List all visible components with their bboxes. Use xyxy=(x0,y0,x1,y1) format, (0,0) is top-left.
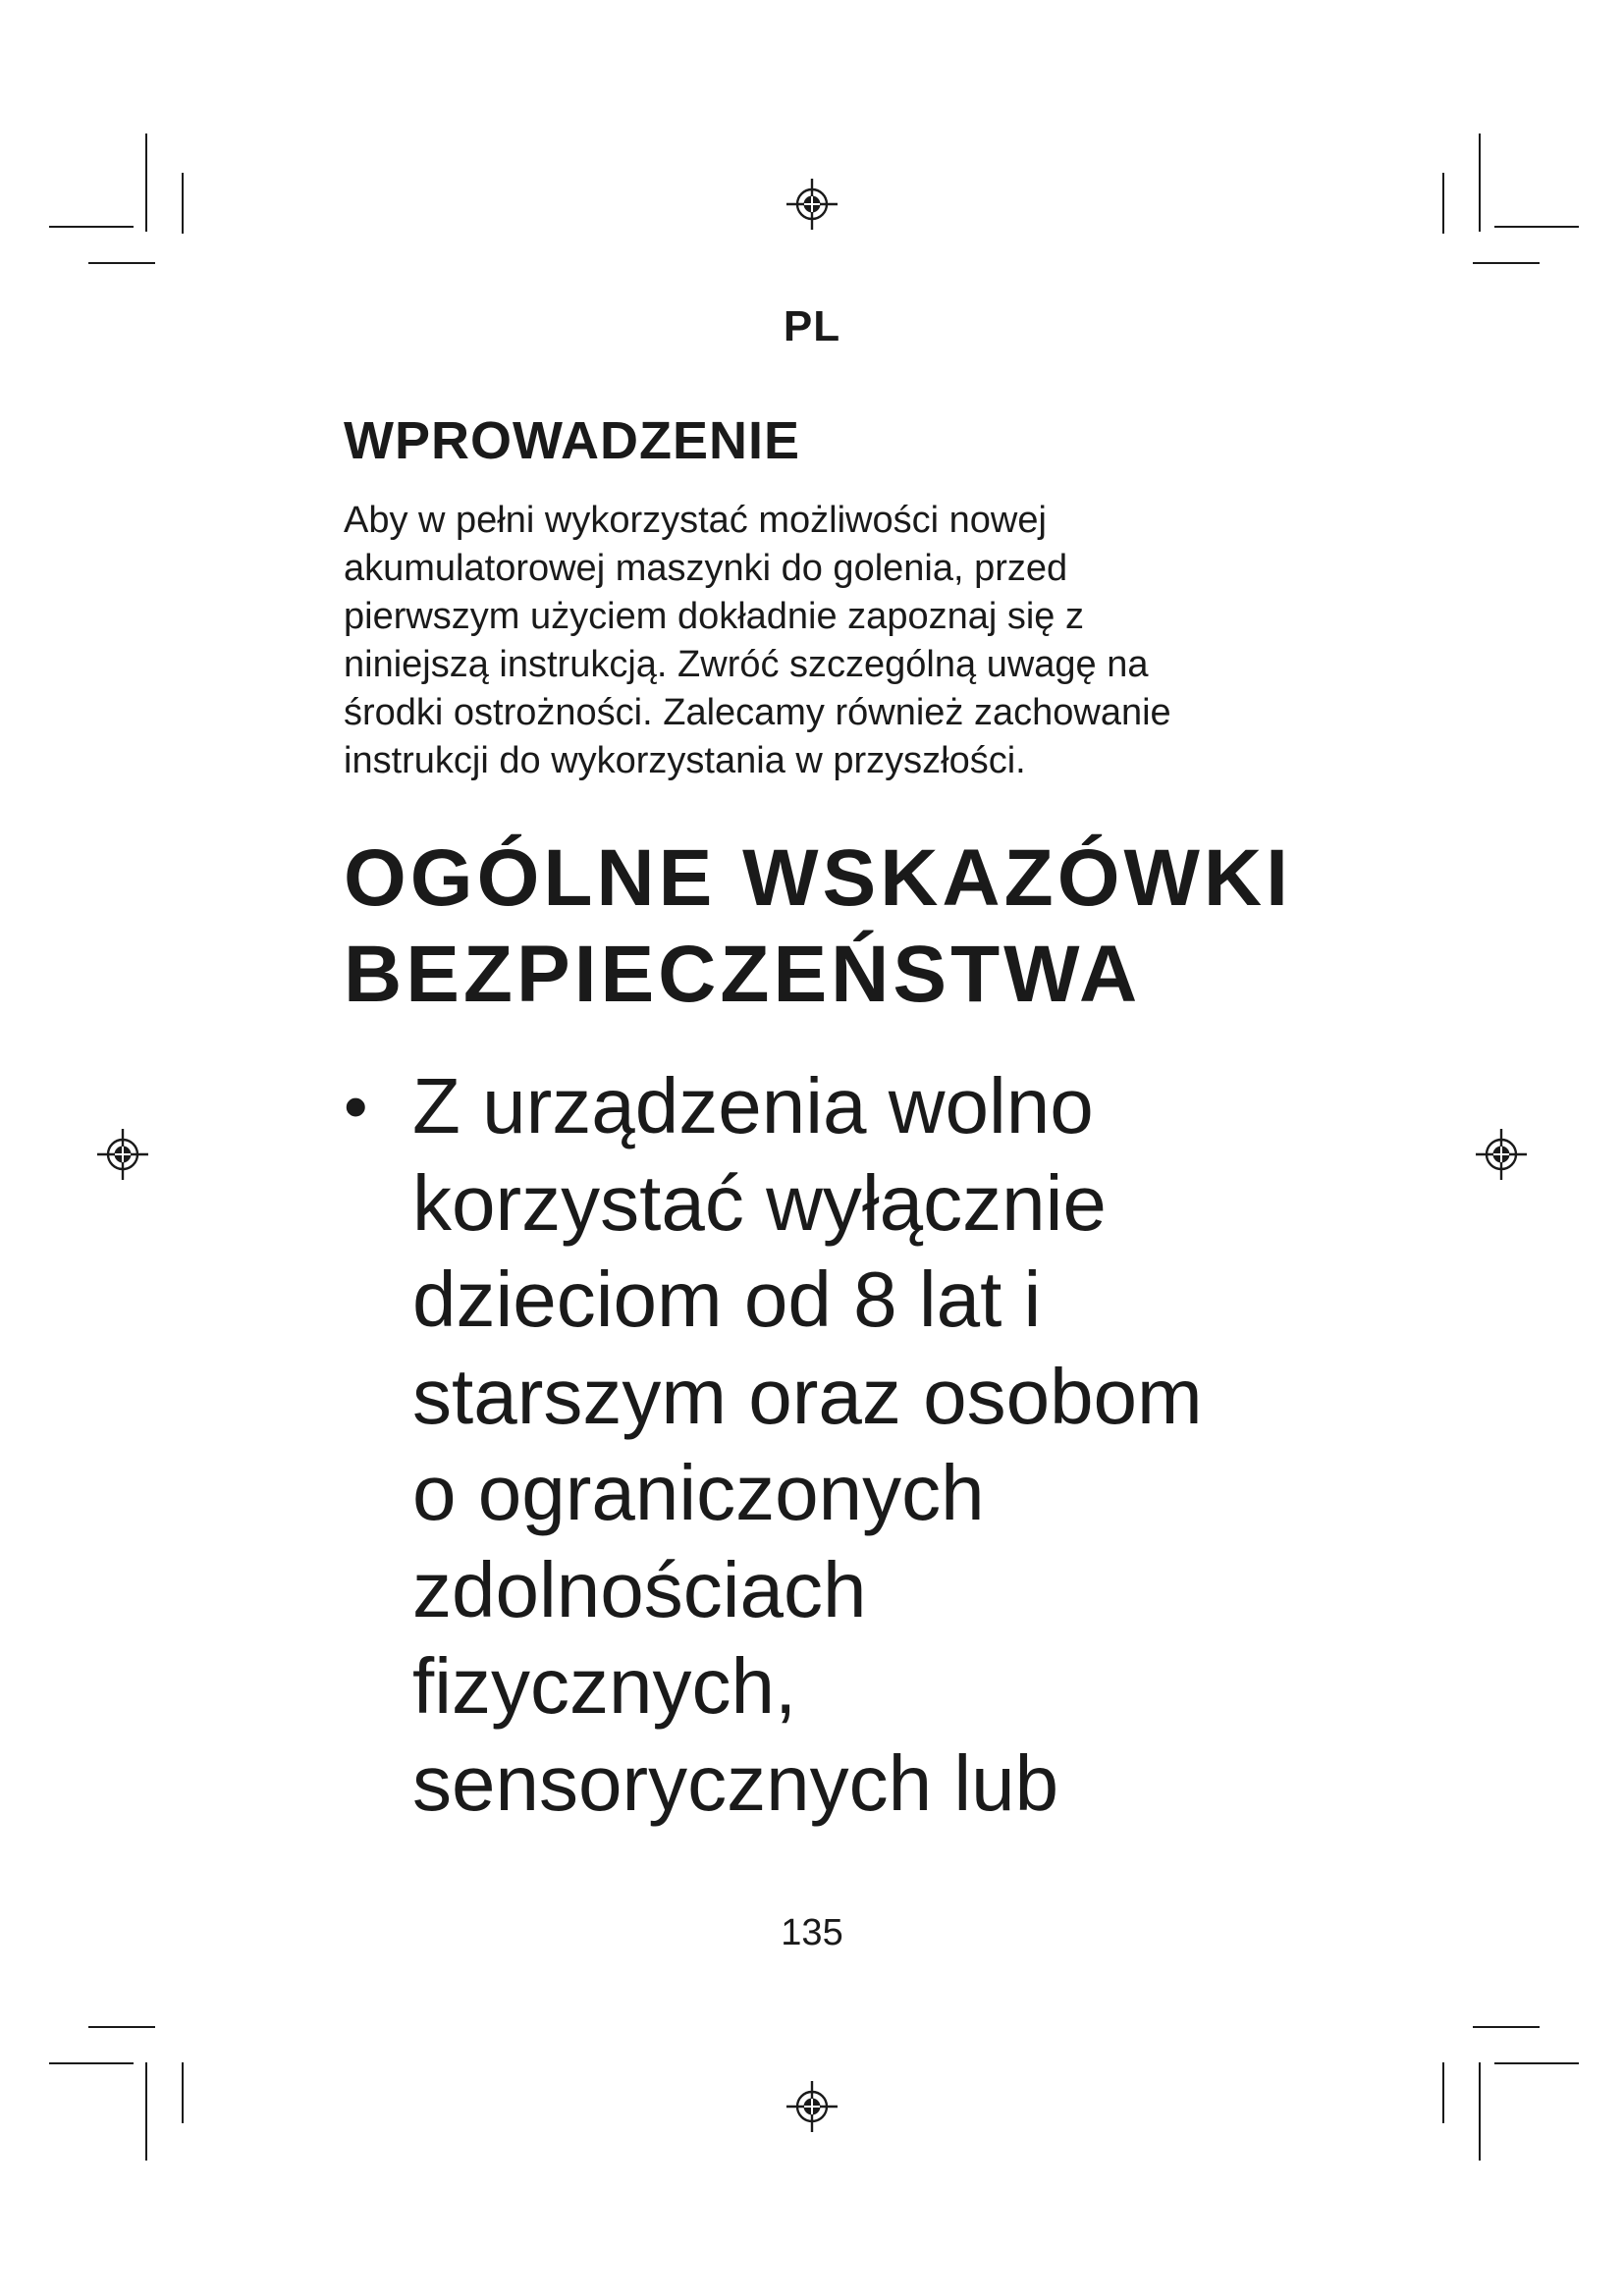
registration-target-icon xyxy=(95,1127,150,1182)
intro-line: niniejszą instrukcją. Zwróć szczególną uwagę na xyxy=(344,644,1149,685)
bullet-line: zdolnościach xyxy=(412,1545,867,1633)
crop-mark-top-left-vertical-outer xyxy=(182,173,184,234)
crop-mark-top-right-horizontal xyxy=(1494,226,1579,228)
safety-bullet-text xyxy=(412,1058,1203,1832)
crop-mark-top-right-vertical-outer xyxy=(1442,173,1444,234)
bullet-line: fizycznych, xyxy=(412,1642,797,1730)
crop-mark-top-left-vertical xyxy=(145,133,147,232)
crop-mark-top-right-vertical xyxy=(1479,133,1481,232)
page-number: 135 xyxy=(781,1912,843,1953)
safety-heading-line: BEZPIECZEŃSTWA xyxy=(344,930,1142,1019)
bullet-line: o ograniczonych xyxy=(412,1449,985,1536)
registration-target-icon xyxy=(785,2079,839,2134)
crop-mark-bottom-right-horizontal-outer xyxy=(1473,2026,1540,2028)
crop-mark-bottom-left-horizontal xyxy=(49,2062,134,2064)
bullet-line: korzystać wyłącznie xyxy=(412,1158,1107,1247)
intro-line: akumulatorowej maszynki do golenia, przed xyxy=(344,548,1068,589)
crop-mark-bottom-right-vertical xyxy=(1479,2062,1481,2161)
crop-mark-top-left-horizontal xyxy=(49,226,134,228)
registration-target-icon xyxy=(1474,1127,1529,1182)
crop-mark-top-left-horizontal-outer xyxy=(88,262,155,264)
crop-mark-bottom-left-vertical-outer xyxy=(182,2062,184,2123)
intro-line: instrukcji do wykorzystania w przyszłości. xyxy=(344,740,1026,781)
safety-heading-line: OGÓLNE WSKAZÓWKI xyxy=(344,833,1292,923)
intro-paragraph xyxy=(344,497,1326,785)
safety-heading xyxy=(344,830,1292,1023)
intro-line: pierwszym użyciem dokładnie zapoznaj się z xyxy=(344,596,1084,637)
language-code: PL xyxy=(783,302,841,350)
bullet-point: • xyxy=(344,1068,368,1145)
crop-mark-bottom-left-vertical xyxy=(145,2062,147,2161)
intro-line: Aby w pełni wykorzystać możliwości nowej xyxy=(344,500,1047,541)
crop-mark-bottom-left-horizontal-outer xyxy=(88,2026,155,2028)
bullet-line: Z urządzenia wolno xyxy=(412,1062,1094,1149)
bullet-line: starszym oraz osobom xyxy=(412,1352,1203,1440)
intro-line: środki ostrożności. Zalecamy również zachowanie xyxy=(344,692,1171,733)
crop-mark-top-right-horizontal-outer xyxy=(1473,262,1540,264)
intro-heading: WPROWADZENIE xyxy=(344,411,800,470)
bullet-line: dzieciom od 8 lat i xyxy=(412,1255,1042,1343)
registration-target-icon xyxy=(785,177,839,232)
bullet-line: sensorycznych lub xyxy=(412,1738,1059,1827)
crop-mark-bottom-right-horizontal xyxy=(1494,2062,1579,2064)
crop-mark-bottom-right-vertical-outer xyxy=(1442,2062,1444,2123)
